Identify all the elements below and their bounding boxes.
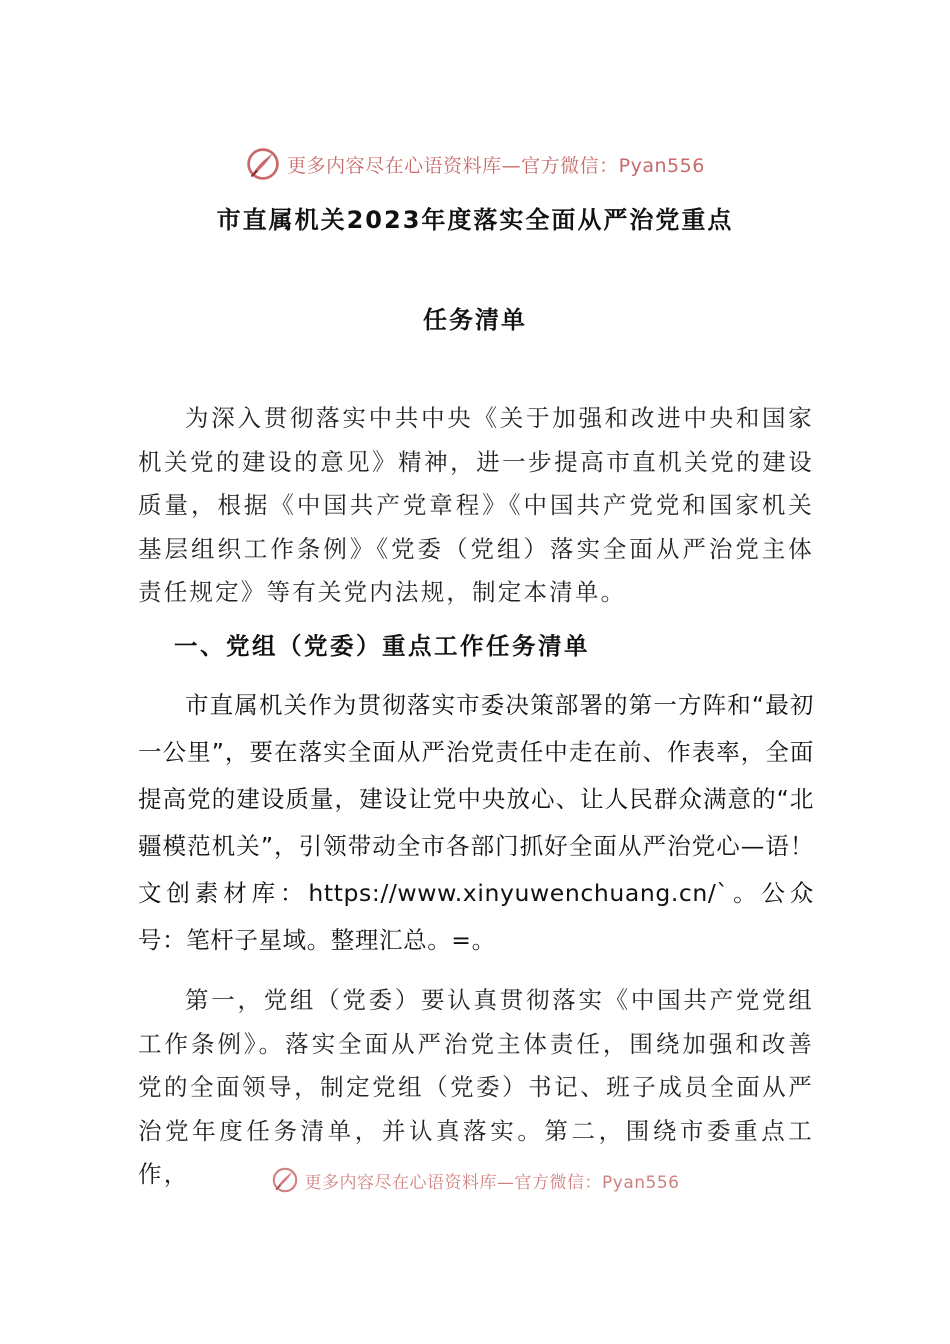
watermark-footer (0, 1164, 950, 1196)
section-heading: 一、党组（党委）重点工作任务清单 (174, 632, 590, 660)
tasks-paragraph: 第一，党组（党委）要认真贯彻落实《中国共产党党组工作条例》。落实全面从严治党主体责任，围绕加强和改善党的全面领导，制定党组（党委）书记、班子成员全面从严治党年度任务清单，并认真落实。第二，围绕市委重点工作， (138, 986, 814, 1188)
section-paragraph: 市直属机关作为贯彻落实市委决策部署的第一方阵和“最初一公里”，要在落实全面从严治党责任中走在前、作表率，全面提高党的建设质量，建设让党中央放心、让人民群众满意的“北疆模范机关”，引领带动全市各部门抓好全面从严治党心—语！文创素材库：https://www.xinyuwenchuang.cn/`。公众号：笔杆子星域。整理汇总。=。 (138, 691, 814, 954)
document-title-line2: 任务清单 (423, 306, 527, 334)
document-title-line1: 市直属机关2023年度落实全面从严治党重点 (216, 206, 734, 234)
watermark-text: 更多内容尽在心语资料库—官方微信：Pyan556 (287, 154, 705, 177)
watermark-header (0, 144, 950, 184)
intro-paragraph: 为深入贯彻落实中共中央《关于加强和改进中央和国家机关党的建设的意见》精神，进一步提高市直机关党的建设质量，根据《中国共产党章程》《中国共产党党和国家机关基层组织工作条例》《党委（党组）落实全面从严治党主体责任规定》等有关党内法规，制定本清单。 (138, 404, 814, 606)
quill-pen-logo-icon (271, 1166, 299, 1194)
quill-pen-logo-icon (245, 146, 281, 182)
watermark-text: 更多内容尽在心语资料库—官方微信：Pyan556 (304, 1172, 680, 1193)
